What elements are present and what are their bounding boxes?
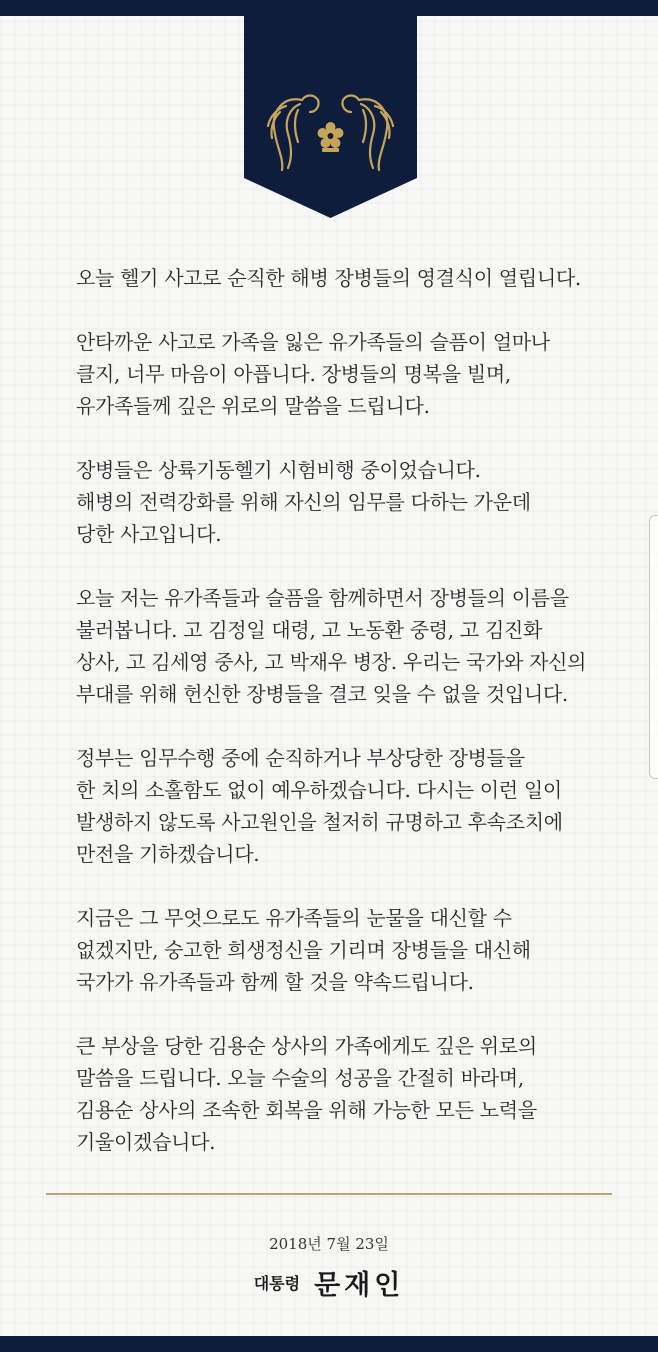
message-line: 기울이겠습니다. xyxy=(76,1130,216,1154)
signature-title: 대통령 xyxy=(253,1274,301,1293)
message-line: 발생하지 않도록 사고원인을 철저히 규명하고 후속조치에 xyxy=(76,810,563,834)
message-line: 당한 사고입니다. xyxy=(76,522,222,546)
message-line: 부대를 위해 헌신한 장병들을 결코 잊을 수 없을 것입니다. xyxy=(76,682,568,706)
message-line: 만전을 기하겠습니다. xyxy=(76,842,260,866)
message-paragraph xyxy=(76,582,616,710)
message-line: 불러봅니다. 고 김정일 대령, 고 노동환 중령, 고 김진화 xyxy=(76,618,543,642)
message-paragraph xyxy=(76,454,616,550)
message-line: 유가족들께 깊은 위로의 말씀을 드립니다. xyxy=(76,394,430,418)
bottom-bar xyxy=(0,1336,658,1352)
message-line: 오늘 저는 유가족들과 슬픔을 함께하면서 장병들의 이름을 xyxy=(76,586,569,610)
divider xyxy=(46,1193,612,1195)
message-paragraph xyxy=(76,262,616,294)
message-paragraph xyxy=(76,1030,616,1158)
message-line: 한 치의 소홀함도 없이 예우하겠습니다. 다시는 이런 일이 xyxy=(76,778,562,802)
message-line: 지금은 그 무엇으로도 유가족들의 눈물을 대신할 수 xyxy=(76,906,512,930)
message-paragraph xyxy=(76,902,616,998)
message-line: 김용순 상사의 조속한 회복을 위해 가능한 모든 노력을 xyxy=(76,1098,537,1122)
message-line: 클지, 너무 마음이 아픕니다. 장병들의 명복을 빌며, xyxy=(76,362,511,386)
presidential-emblem-banner xyxy=(244,0,417,218)
message-paragraph xyxy=(76,326,616,422)
letter-date: 2018년 7월 23일 xyxy=(269,1235,389,1253)
message-line: 오늘 헬기 사고로 순직한 해병 장병들의 영결식이 열립니다. xyxy=(76,266,581,290)
message-line: 정부는 임무수행 중에 순직하거나 부상당한 장병들을 xyxy=(76,746,525,770)
message-line: 말씀을 드립니다. 오늘 수술의 성공을 간절히 바라며, xyxy=(76,1066,524,1090)
message-line: 국가가 유가족들과 함께 할 것을 약속드립니다. xyxy=(76,970,474,994)
message-line: 없겠지만, 숭고한 희생정신을 기리며 장병들을 대신해 xyxy=(76,938,531,962)
message-line: 상사, 고 김세영 중사, 고 박재우 병장. 우리는 국가와 자신의 xyxy=(76,650,587,674)
message-line: 안타까운 사고로 가족을 잃은 유가족들의 슬픔이 얼마나 xyxy=(76,330,550,354)
scroll-handle[interactable] xyxy=(649,515,658,779)
condolence-message xyxy=(76,262,616,1190)
message-line: 해병의 전력강화를 위해 자신의 임무를 다하는 가운데 xyxy=(76,490,531,514)
message-paragraph xyxy=(76,742,616,870)
signature-name: 문재인 xyxy=(314,1270,405,1301)
message-line: 큰 부상을 당한 김용순 상사의 가족에게도 깊은 위로의 xyxy=(76,1034,537,1058)
message-line: 장병들은 상륙기동헬기 시험비행 중이었습니다. xyxy=(76,458,481,482)
signature xyxy=(0,1263,658,1302)
